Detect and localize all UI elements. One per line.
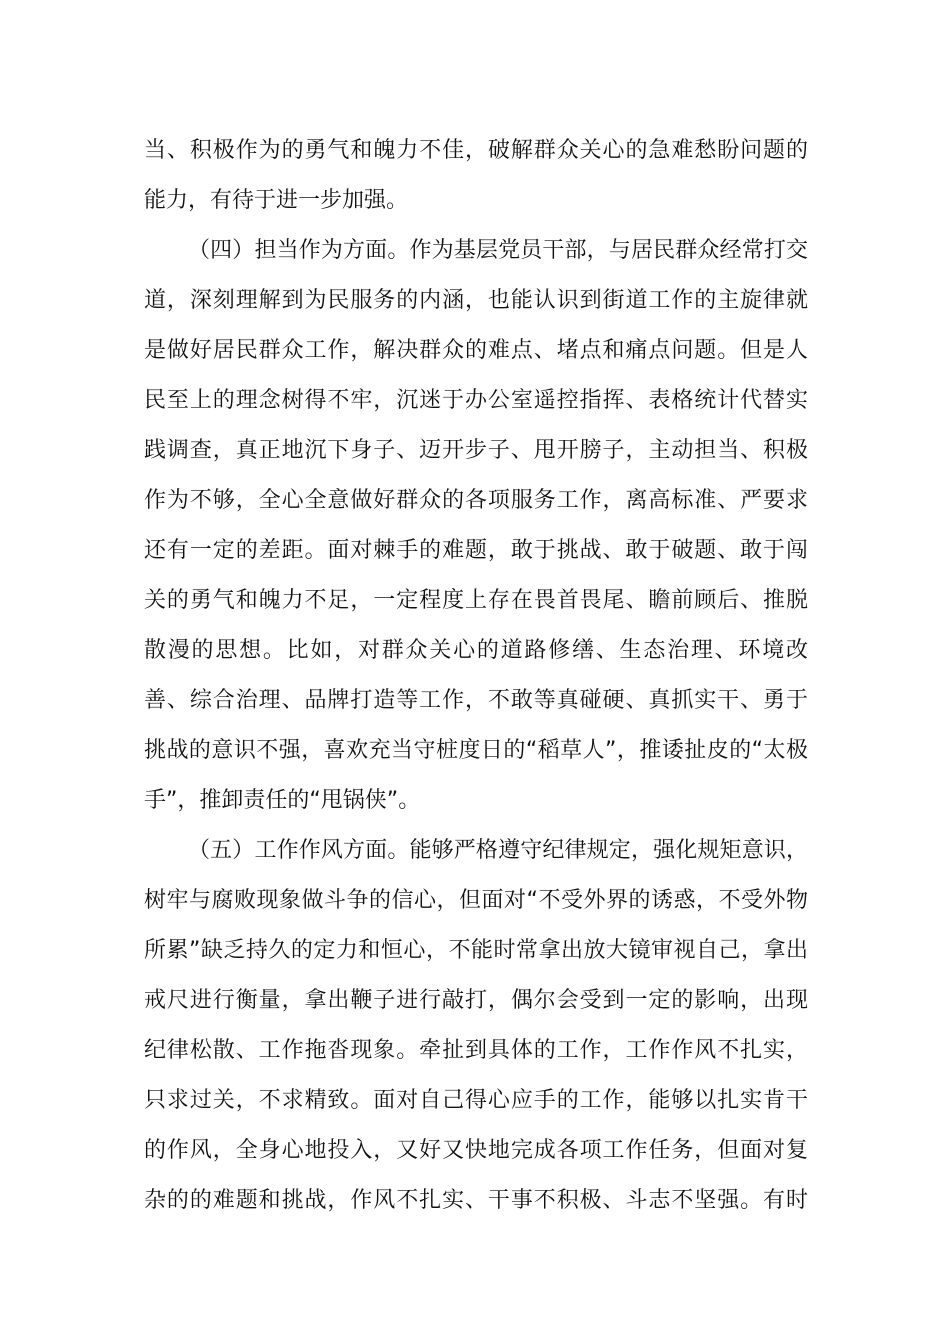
text-line: 散漫的思想。比如，对群众关心的道路修缮、生态治理、环境改 <box>144 638 808 663</box>
text-line: 关的勇气和魄力不足，一定程度上存在畏首畏尾、瞻前顾后、推脱 <box>144 588 808 613</box>
text-line: 所累”缺乏持久的定力和恒心，不能时常拿出放大镜审视自己，拿出 <box>144 938 808 963</box>
paragraph-start-line: （四）担当作为方面。作为基层党员干部，与居民群众经常打交 <box>188 238 808 263</box>
text-line: 戒尺进行衡量，拿出鞭子进行敲打，偶尔会受到一定的影响，出现 <box>144 988 808 1013</box>
text-line: 践调查，真正地沉下身子、迈开步子、甩开膀子，主动担当、积极 <box>144 438 808 463</box>
text-line: 是做好居民群众工作，解决群众的难点、堵点和痛点问题。但是人 <box>144 338 808 363</box>
paragraph-start-line: （五）工作作风方面。能够严格遵守纪律规定，强化规矩意识， <box>188 838 808 863</box>
text-line: 民至上的理念树得不牢，沉迷于办公室遥控指挥、表格统计代替实 <box>144 388 808 413</box>
text-line: 作为不够，全心全意做好群众的各项服务工作，离高标准、严要求 <box>144 488 808 513</box>
text-line: 能力，有待于进一步加强。 <box>144 188 409 213</box>
text-line: 还有一定的差距。面对棘手的难题，敢于挑战、敢于破题、敢于闯 <box>144 538 808 563</box>
text-line: 道，深刻理解到为民服务的内涵，也能认识到街道工作的主旋律就 <box>144 288 808 313</box>
document-body <box>144 126 808 1226</box>
text-line: 善、综合治理、品牌打造等工作，不敢等真碰硬、真抓实干、勇于 <box>144 688 808 713</box>
text-line: 当、积极作为的勇气和魄力不佳，破解群众关心的急难愁盼问题的 <box>144 138 808 163</box>
text-line: 手”，推卸责任的“甩锅侠”。 <box>144 788 421 813</box>
text-line: 的作风，全身心地投入，又好又快地完成各项工作任务，但面对复 <box>144 1138 808 1163</box>
text-line: 纪律松散、工作拖沓现象。牵扯到具体的工作，工作作风不扎实， <box>144 1038 808 1063</box>
text-line: 挑战的意识不强，喜欢充当守桩度日的“稻草人”，推诿扯皮的“太极 <box>144 738 808 763</box>
text-line: 只求过关，不求精致。面对自己得心应手的工作，能够以扎实肯干 <box>144 1088 808 1113</box>
text-line: 杂的的难题和挑战，作风不扎实、干事不积极、斗志不坚强。有时 <box>144 1188 808 1213</box>
text-line: 树牢与腐败现象做斗争的信心，但面对“不受外界的诱惑，不受外物 <box>144 888 808 913</box>
